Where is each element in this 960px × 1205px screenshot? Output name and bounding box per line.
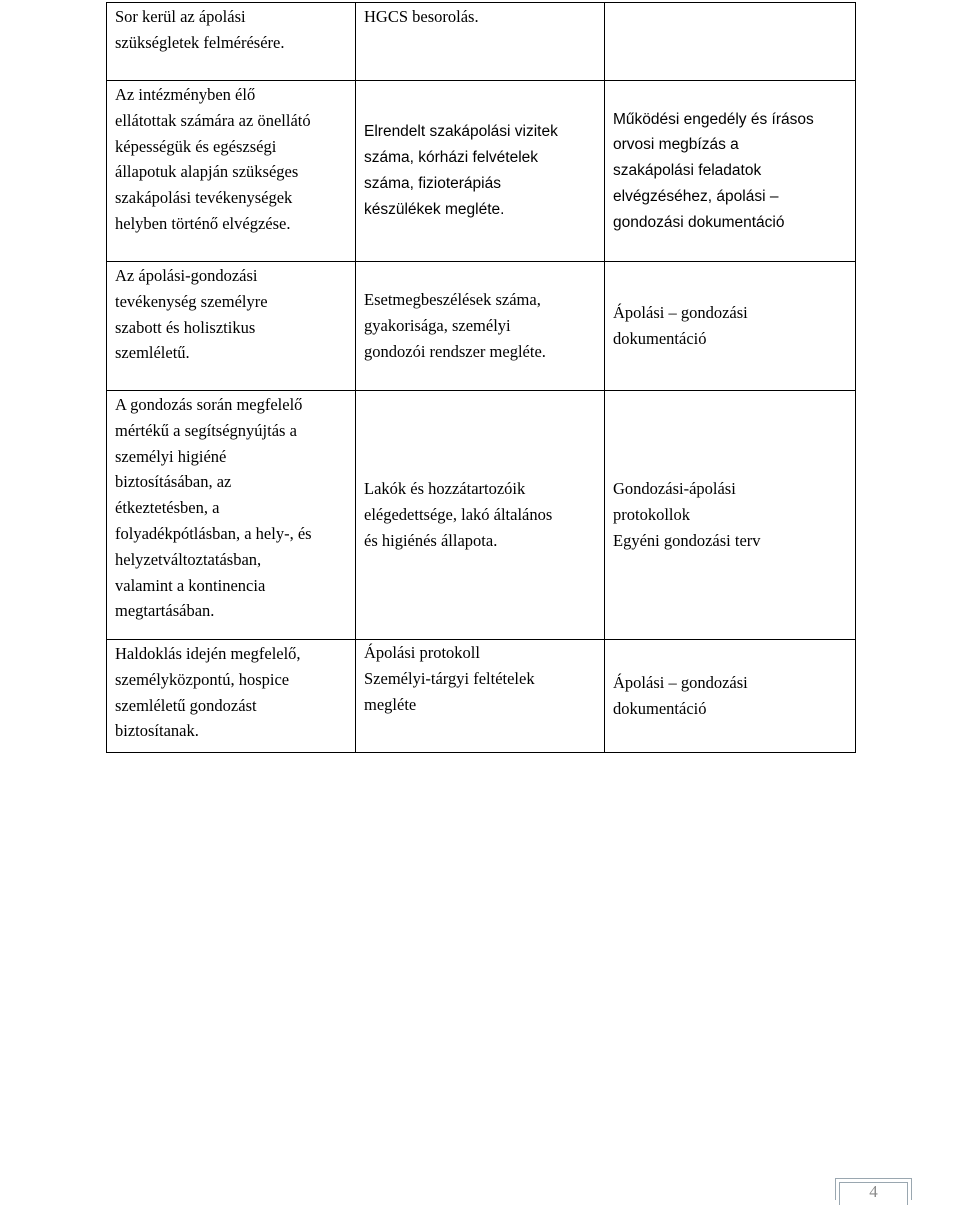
table-cell: [356, 81, 605, 262]
table-cell: [356, 640, 605, 753]
table-cell: [356, 391, 605, 640]
table-row: [107, 640, 856, 753]
table-cell: [107, 391, 356, 640]
table-cell: [605, 262, 856, 391]
cell-text: Ápolási – gondozási dokumentáció: [613, 303, 748, 348]
cell-text: Lakók és hozzátartozóik elégedettsége, lakó általános és higiénés állapota.: [364, 479, 553, 550]
cell-text: Sor kerül az ápolási szükségletek felmérésére.: [115, 7, 285, 52]
table-cell: [605, 3, 856, 81]
table-row: [107, 3, 856, 81]
table-cell: [605, 391, 856, 640]
table-cell: [605, 640, 856, 753]
table-cell: [107, 262, 356, 391]
table-cell: [356, 262, 605, 391]
cell-text: Ápolási protokoll Személyi-tárgyi feltételek megléte: [364, 643, 535, 714]
cell-text: Haldoklás idején megfelelő, személyközpontú, hospice szemléletű gondozást biztosítanak.: [115, 644, 301, 741]
table-cell: [107, 3, 356, 81]
cell-text: Esetmegbeszélések száma, gyakorisága, személyi gondozói rendszer megléte.: [364, 290, 546, 361]
cell-text: Az ápolási-gondozási tevékenység személyre szabott és holisztikus szemléletű.: [115, 266, 268, 363]
table-cell: [605, 81, 856, 262]
table-row: [107, 262, 856, 391]
table-row: [107, 391, 856, 640]
cell-text: Az intézményben élő ellátottak számára az önellátó képességük és egészségi állapotuk alapján szükséges szakápolási tevékenységek helyben történő elvégzése.: [115, 85, 311, 233]
page-number: 4: [835, 1178, 912, 1200]
table-cell: [107, 640, 356, 753]
cell-text: Működési engedély és írásos orvosi megbízás a szakápolási feladatok elvégzéséhez, ápolási – gondozási dokumentáció: [613, 110, 814, 231]
cell-text: Ápolási – gondozási dokumentáció: [613, 673, 748, 718]
cell-text: A gondozás során megfelelő mértékű a segítségnyújtás a személyi higiéné biztosításában, az étkeztetésben, a folyadékpótlásban, a hely-, és helyzetváltoztatásban, valamint a kontinencia megtartásában.: [115, 395, 312, 621]
cell-text: Gondozási-ápolási protokollok Egyéni gondozási terv: [613, 479, 761, 550]
cell-text: Elrendelt szakápolási vizitek száma, kórházi felvételek száma, fizioterápiás készülékek megléte.: [364, 123, 558, 218]
cell-text: [613, 3, 847, 4]
table-cell: [356, 3, 605, 81]
table-row: [107, 81, 856, 262]
cell-text: HGCS besorolás.: [364, 7, 479, 26]
table-cell: [107, 81, 356, 262]
requirements-table: [106, 2, 856, 753]
